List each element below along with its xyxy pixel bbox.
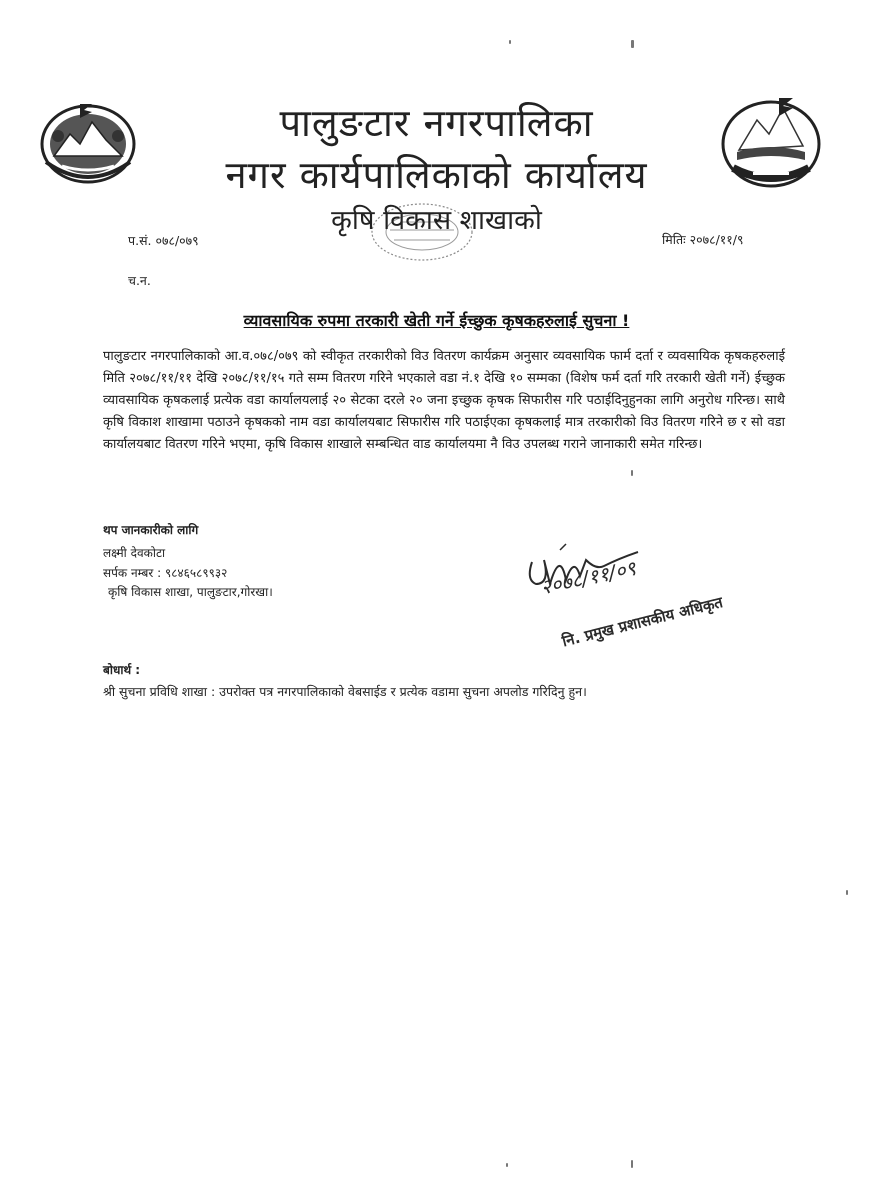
scan-speck	[631, 40, 634, 48]
reference-number: प.सं. ०७८/०७९	[128, 233, 199, 248]
office-subtitle: नगर कार्यपालिकाको कार्यालय	[225, 153, 648, 197]
scan-speck	[631, 470, 633, 476]
letter-date: मितिः २०७८/११/९	[662, 232, 744, 247]
scan-speck	[506, 1163, 508, 1167]
signature-block	[520, 540, 760, 670]
contact-address: कृषि विकास शाखा, पालुङटार,गोरखा।	[108, 585, 273, 599]
contact-heading: थप जानकारीको लागि	[103, 523, 199, 537]
notice-subject: व्यावसायिक रुपमा तरकारी खेती गर्ने ईच्छुक कृषकहरुलाई सुचना !	[243, 311, 630, 330]
notice-body: पालुङटार नगरपालिकाको आ.व.०७८/०७९ को स्वीकृत तरकारीको विउ वितरण कार्यक्रम अनुसार व्यवसायिक फार्म दर्ता र व्यवसायिक कृषकहरुलाई मिति २०७८/११/११ देखि २०७८/११/१५ गते सम्म वितरण गरिने भएकाले वडा नं.१ देखि १० सम्मका (विशेष फर्म दर्ता गरि तरकारी खेती गर्ने) ईच्छुक व्यावसायिक कृषकलाई प्रत्येक वडा कार्यालयलाई २० सेटका दरले २० जना इच्छुक कृषक सिफारीस गरि पठाईदिनुहुनका लागि अनुरोध गरिन्छ। साथै कृषि विकाश शाखामा पठाउने कृषकको नाम वडा कार्यालयबाट सिफारीस गरि पठाईएका कृषकलाई मात्र तरकारीको विउ वितरण गरिने छ र सो वडा कार्यालयबाट वितरण गरिने भएमा, कृषि विकास शाखाले सम्बन्धित वाड कार्यालयमा नै विउ उपलब्ध गराने जानाकारी समेत गरिन्छ।	[103, 349, 785, 452]
scan-speck	[846, 890, 848, 895]
office-name-title: पालुङटार नगरपालिका	[279, 101, 594, 145]
contact-phone: सर्पक नम्बर : ९८४६५८९९३२	[103, 566, 228, 580]
dispatch-number: च.न.	[128, 273, 151, 288]
scan-speck	[509, 40, 511, 44]
signatory-stamp: नि. प्रमुख प्रशासकीय अधिकृत	[560, 593, 725, 651]
signature-date: २०७८/११/०९	[538, 555, 638, 600]
contact-name: लक्ष्मी देवकोटा	[103, 546, 166, 560]
signature-icon	[520, 540, 760, 670]
scan-speck	[631, 1160, 633, 1168]
cc-heading: बोधार्थ :	[103, 663, 141, 677]
section-title: कृषि विकास शाखाको	[331, 205, 542, 236]
cc-text: श्री सुचना प्रविधि शाखा : उपरोक्त पत्र नगरपालिकाको वेबसाईड र प्रत्येक वडामा सुचना अपलोड गरिदिनु हुन।	[103, 684, 587, 699]
